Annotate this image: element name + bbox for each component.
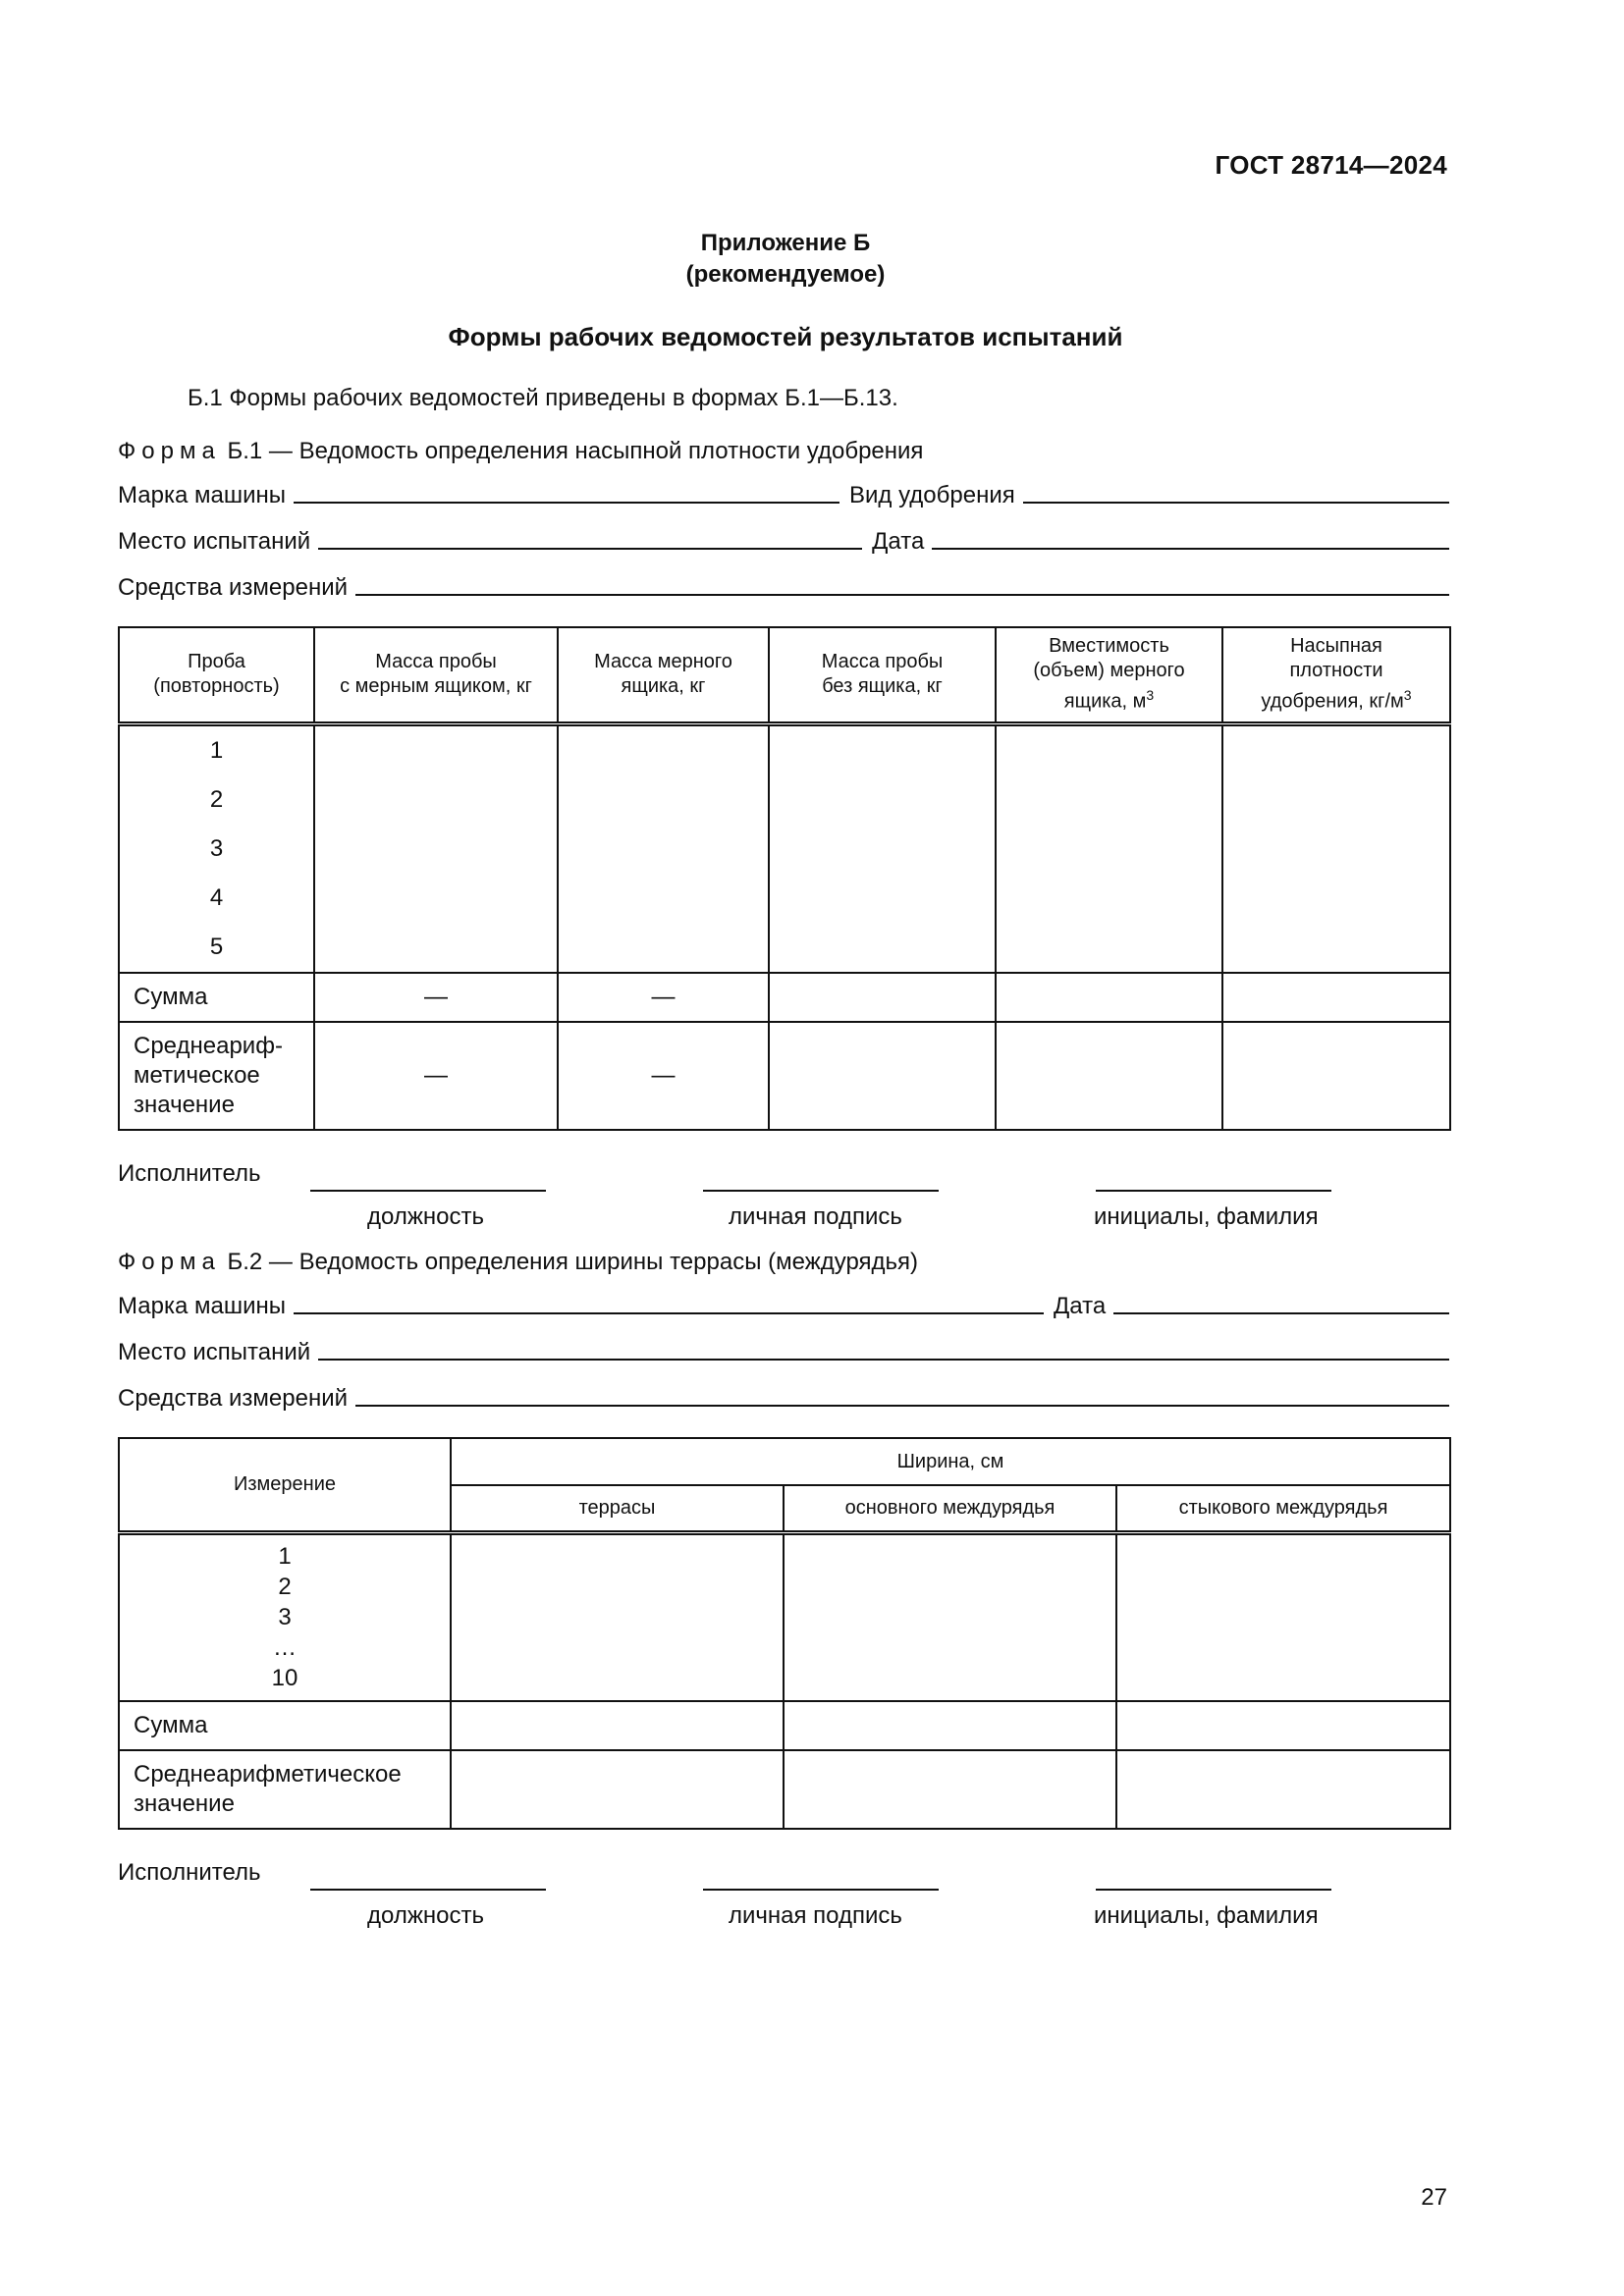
list-item: 10	[271, 1665, 298, 1692]
col-box-volume: Вместимость (объем) мерного ящика, $м^3$	[996, 627, 1222, 723]
form1-data-row	[119, 723, 1450, 973]
machine-input-line[interactable]	[294, 501, 839, 504]
col-joint-row-spacing: стыкового междурядья	[1116, 1485, 1450, 1532]
fertilizer-label: Вид удобрения	[849, 482, 1015, 508]
cell[interactable]	[996, 1022, 1222, 1130]
col-main-row-spacing: основного междурядья	[784, 1485, 1116, 1532]
col-mass-without-box: Масса пробы без ящика, кг	[769, 627, 996, 723]
list-item: 3	[209, 834, 224, 862]
list-item: 2	[278, 1574, 292, 1601]
list-item: 4	[209, 883, 224, 911]
cell[interactable]	[996, 973, 1222, 1022]
form2-table	[118, 1437, 1451, 1830]
form2-row-instruments	[118, 1381, 1449, 1413]
list-item: 2	[209, 785, 224, 813]
list-item: 5	[209, 933, 224, 960]
cell[interactable]	[769, 973, 996, 1022]
position-line[interactable]	[310, 1190, 546, 1192]
form2-sum-row	[119, 1701, 1450, 1750]
cell[interactable]	[784, 1701, 1116, 1750]
machine-input-line-2[interactable]	[294, 1311, 1044, 1314]
list-item: …	[273, 1634, 297, 1662]
dash-cell: —	[314, 1022, 558, 1130]
sum-label-2: Сумма	[119, 1701, 451, 1750]
instruments-input-line[interactable]	[355, 593, 1449, 596]
cell[interactable]	[451, 1701, 784, 1750]
form1-sum-row	[119, 973, 1450, 1022]
date-input-line[interactable]	[932, 547, 1449, 550]
col-measurement: Измерение	[119, 1438, 451, 1532]
list-item: 1	[278, 1543, 292, 1571]
cell[interactable]	[769, 723, 996, 973]
date-label-2: Дата	[1054, 1293, 1107, 1319]
sample-numbers	[119, 723, 314, 973]
instruments-label-2: Средства измерений	[118, 1385, 349, 1412]
name-line-2[interactable]	[1096, 1889, 1331, 1891]
form2-data-row	[119, 1532, 1450, 1701]
mean-label: Среднеариф- метическое значение	[119, 1022, 314, 1130]
place-input-line-2[interactable]	[318, 1358, 1449, 1361]
page-number: 27	[1421, 2184, 1447, 2211]
signature-line-2[interactable]	[703, 1889, 939, 1891]
dash-cell: —	[314, 973, 558, 1022]
col-bulk-density: Насыпная плотности удобрения, $кг/м^3$	[1222, 627, 1450, 723]
col-width-group: Ширина, см	[451, 1438, 1450, 1485]
form1-table	[118, 626, 1451, 1131]
position-line-2[interactable]	[310, 1889, 546, 1891]
list-item: 1	[209, 736, 224, 764]
form1-row-machine	[118, 478, 1449, 509]
cell[interactable]	[451, 1532, 784, 1701]
form1-caption-text: Б.1 — Ведомость определения насыпной плотности удобрения	[220, 438, 924, 464]
dash-cell: —	[558, 973, 769, 1022]
form2-caption-prefix: Форма	[118, 1249, 221, 1275]
position-caption: должность	[367, 1203, 484, 1230]
signature-caption-2: личная подпись	[729, 1902, 902, 1929]
form2-row-machine	[118, 1289, 1449, 1320]
place-input-line[interactable]	[318, 547, 862, 550]
form1-caption	[118, 438, 923, 465]
signature-caption: личная подпись	[729, 1203, 902, 1230]
form1-row-instruments	[118, 570, 1449, 602]
form1-header-row	[119, 627, 1450, 723]
dash-cell: —	[558, 1022, 769, 1130]
name-caption-2: инициалы, фамилия	[1094, 1902, 1319, 1929]
form1-mean-row	[119, 1022, 1450, 1130]
name-caption: инициалы, фамилия	[1094, 1203, 1319, 1230]
name-line[interactable]	[1096, 1190, 1331, 1192]
appendix-title: Приложение Б	[700, 230, 871, 256]
sum-label: Сумма	[119, 973, 314, 1022]
cell[interactable]	[1116, 1701, 1450, 1750]
cell[interactable]	[1116, 1532, 1450, 1701]
executor-label-2: Исполнитель	[118, 1859, 261, 1886]
col-box-mass: Масса мерного ящика, кг	[558, 627, 769, 723]
form2-caption-text: Б.2 — Ведомость определения ширины террасы (междурядья)	[220, 1249, 919, 1275]
cell[interactable]	[314, 723, 558, 973]
col-mass-with-box: Масса пробы с мерным ящиком, кг	[314, 627, 558, 723]
form2-mean-row	[119, 1750, 1450, 1829]
instruments-input-line-2[interactable]	[355, 1404, 1449, 1407]
fertilizer-input-line[interactable]	[1023, 501, 1449, 504]
machine-label: Марка машины	[118, 482, 287, 508]
col-sample: Проба (повторность)	[119, 627, 314, 723]
document-id: ГОСТ 28714—2024	[1215, 150, 1447, 180]
cell[interactable]	[1222, 723, 1450, 973]
cell[interactable]	[451, 1750, 784, 1829]
cell[interactable]	[1116, 1750, 1450, 1829]
cell[interactable]	[784, 1532, 1116, 1701]
instruments-label: Средства измерений	[118, 574, 349, 601]
date-label: Дата	[872, 528, 925, 555]
mean-label-2: Среднеарифметическое значение	[119, 1750, 451, 1829]
date-input-line-2[interactable]	[1113, 1311, 1449, 1314]
cell[interactable]	[784, 1750, 1116, 1829]
form2-row-place	[118, 1335, 1449, 1366]
machine-label-2: Марка машины	[118, 1293, 287, 1319]
measurement-numbers	[119, 1532, 451, 1701]
form1-caption-prefix: Форма	[118, 438, 221, 464]
form2-header-row-1	[119, 1438, 1450, 1485]
place-label-2: Место испытаний	[118, 1339, 311, 1365]
cell[interactable]	[996, 723, 1222, 973]
cell[interactable]	[1222, 973, 1450, 1022]
cell[interactable]	[558, 723, 769, 973]
cell[interactable]	[1222, 1022, 1450, 1130]
form2-caption	[118, 1249, 918, 1276]
position-caption-2: должность	[367, 1902, 484, 1929]
form1-row-place	[118, 524, 1449, 556]
form2-signature-block	[118, 1859, 1449, 1938]
cell[interactable]	[769, 1022, 996, 1130]
form1-signature-block	[118, 1160, 1449, 1239]
intro-paragraph: Б.1 Формы рабочих ведомостей приведены в формах Б.1—Б.13.	[188, 385, 898, 411]
place-label: Место испытаний	[118, 528, 311, 555]
forms-title: Формы рабочих ведомостей результатов испытаний	[448, 322, 1123, 351]
list-item: 3	[278, 1604, 292, 1631]
signature-line[interactable]	[703, 1190, 939, 1192]
executor-label: Исполнитель	[118, 1160, 261, 1187]
col-terrace: террасы	[451, 1485, 784, 1532]
appendix-status: (рекомендуемое)	[685, 261, 886, 288]
